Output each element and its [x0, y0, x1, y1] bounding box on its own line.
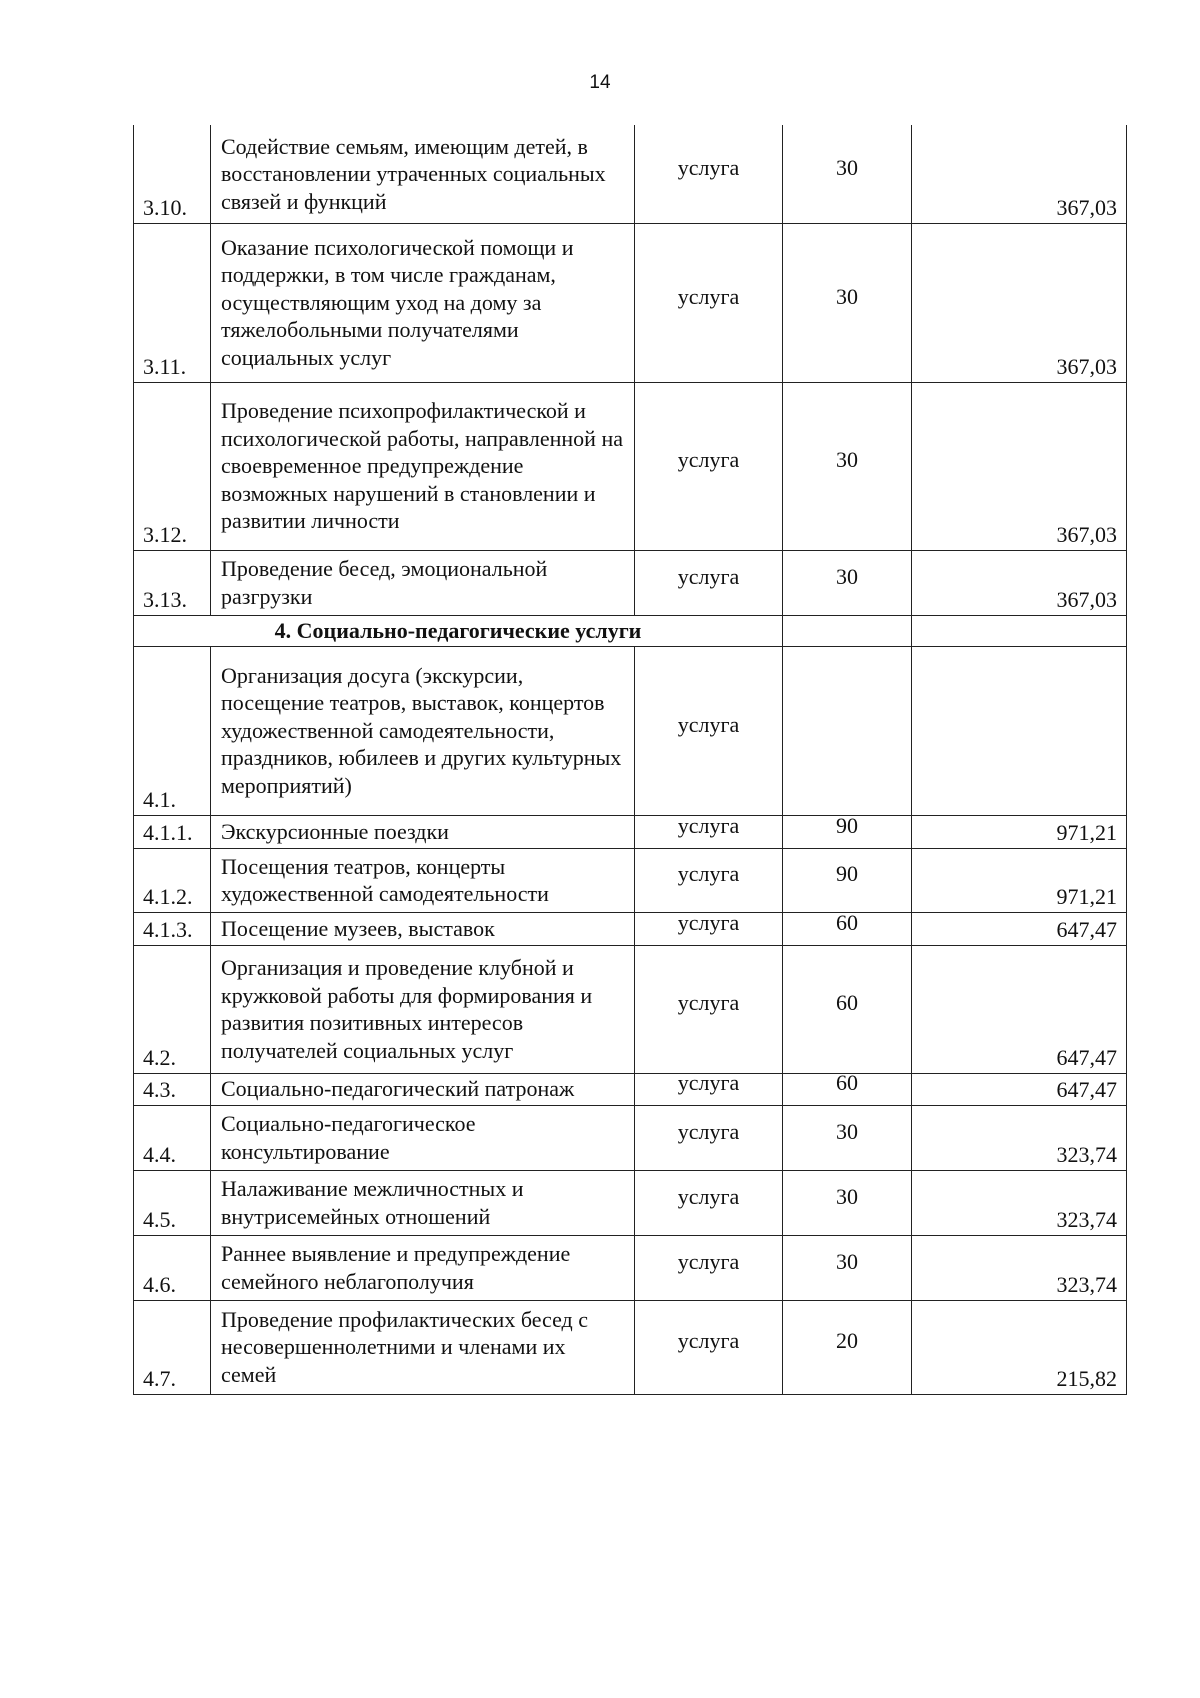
unit-cell — [635, 848, 783, 912]
table-row — [134, 1300, 1127, 1394]
service-name: Посещение музеев, выставок — [211, 912, 635, 945]
price: 323,74 — [912, 1105, 1127, 1170]
service-name: Организация досуга (экскурсии, посещение театров, выставок, концертов художественной самодеятельности, праздников, юбилеев и других культурных мероприятий) — [211, 646, 635, 815]
row-number: 3.10. — [134, 125, 211, 223]
price: 367,03 — [912, 125, 1127, 223]
unit-cell — [635, 223, 783, 382]
table-row — [134, 382, 1127, 550]
unit-label: услуга — [677, 711, 740, 737]
unit-cell — [635, 945, 783, 1073]
service-name: Социально-педагогическое консультирование — [211, 1105, 635, 1170]
row-number: 4.1. — [134, 646, 211, 815]
row-number: 4.5. — [134, 1170, 211, 1235]
table-row — [134, 646, 1127, 815]
qty-cell — [783, 945, 912, 1073]
table-row — [134, 1073, 1127, 1105]
unit-cell — [635, 550, 783, 615]
qty-cell — [783, 382, 912, 550]
unit-label: услуга — [677, 1328, 740, 1354]
unit-label: услуга — [677, 447, 740, 473]
price: 367,03 — [912, 382, 1127, 550]
qty-cell — [783, 1105, 912, 1170]
service-name: Организация и проведение клубной и кружковой работы для формирования и развития позитивных интересов получателей социальных услуг — [211, 945, 635, 1073]
unit-label: услуга — [677, 563, 740, 589]
row-number: 4.1.2. — [134, 848, 211, 912]
qty-cell — [783, 1235, 912, 1300]
empty-cell — [912, 615, 1127, 646]
service-name: Посещения театров, концерты художественной самодеятельности — [211, 848, 635, 912]
empty-cell — [783, 615, 912, 646]
service-name: Социально-педагогический патронаж — [211, 1073, 635, 1105]
price: 367,03 — [912, 223, 1127, 382]
quantity: 90 — [836, 861, 858, 887]
price: 367,03 — [912, 550, 1127, 615]
price: 215,82 — [912, 1300, 1127, 1394]
price — [912, 646, 1127, 815]
unit-cell — [635, 1235, 783, 1300]
quantity: 30 — [836, 283, 858, 309]
unit-label: услуга — [677, 1118, 740, 1144]
quantity: 30 — [836, 1118, 858, 1144]
price: 323,74 — [912, 1235, 1127, 1300]
table-row — [134, 815, 1127, 848]
quantity: 20 — [836, 1328, 858, 1354]
unit-label: услуга — [677, 155, 740, 180]
table-row — [134, 550, 1127, 615]
row-number: 3.11. — [134, 223, 211, 382]
services-table — [133, 125, 1127, 1395]
service-name: Проведение бесед, эмоциональной разгрузки — [211, 550, 635, 615]
table-row — [134, 125, 1127, 223]
section-row — [134, 615, 1127, 646]
unit-label: услуга — [677, 1248, 740, 1274]
qty-cell — [783, 1170, 912, 1235]
qty-cell — [783, 550, 912, 615]
unit-cell — [635, 646, 783, 815]
row-number: 4.3. — [134, 1073, 211, 1105]
unit-label: услуга — [677, 283, 740, 309]
service-name: Раннее выявление и предупреждение семейного неблагополучия — [211, 1235, 635, 1300]
qty-cell — [783, 909, 912, 945]
service-name: Содействие семьям, имеющим детей, в восстановлении утраченных социальных связей и функций — [211, 125, 635, 223]
unit-cell — [635, 812, 783, 848]
quantity: 60 — [836, 1070, 858, 1096]
unit-cell — [635, 125, 783, 223]
quantity: 60 — [836, 909, 858, 935]
row-number: 4.1.3. — [134, 912, 211, 945]
row-number: 4.7. — [134, 1300, 211, 1394]
qty-cell — [783, 1070, 912, 1105]
quantity: 30 — [836, 1248, 858, 1274]
section-heading: 4. Социально-педагогические услуги — [134, 615, 783, 646]
table-row — [134, 1235, 1127, 1300]
quantity: 30 — [836, 1183, 858, 1209]
unit-label: услуга — [677, 861, 740, 887]
unit-label: услуга — [677, 909, 740, 935]
unit-cell — [635, 1070, 783, 1105]
table-row — [134, 1105, 1127, 1170]
unit-cell — [635, 909, 783, 945]
service-name: Проведение профилактических бесед с несовершеннолетними и членами их семей — [211, 1300, 635, 1394]
service-name: Оказание психологической помощи и поддержки, в том числе гражданам, осуществляющим уход на дому за тяжелобольными получателями социальных услуг — [211, 223, 635, 382]
quantity: 60 — [836, 990, 858, 1016]
row-number: 4.1.1. — [134, 815, 211, 848]
price: 647,47 — [912, 912, 1127, 945]
table-row — [134, 945, 1127, 1073]
unit-label: услуга — [677, 1183, 740, 1209]
service-name: Проведение психопрофилактической и психологической работы, направленной на своевременное предупреждение возможных нарушений в становлении и развитии личности — [211, 382, 635, 550]
unit-cell — [635, 382, 783, 550]
unit-cell — [635, 1170, 783, 1235]
qty-cell — [783, 848, 912, 912]
service-name: Экскурсионные поездки — [211, 815, 635, 848]
qty-cell — [783, 125, 912, 223]
row-number: 3.12. — [134, 382, 211, 550]
unit-label: услуга — [677, 990, 740, 1016]
row-number: 4.4. — [134, 1105, 211, 1170]
row-number: 4.6. — [134, 1235, 211, 1300]
unit-label: услуга — [677, 812, 740, 838]
unit-label: услуга — [677, 1070, 740, 1096]
quantity: 30 — [836, 563, 858, 589]
price: 647,47 — [912, 1073, 1127, 1105]
unit-cell — [635, 1105, 783, 1170]
row-number: 3.13. — [134, 550, 211, 615]
quantity: 30 — [836, 155, 858, 180]
unit-cell — [635, 1300, 783, 1394]
price: 971,21 — [912, 815, 1127, 848]
qty-cell — [783, 223, 912, 382]
table-row — [134, 1170, 1127, 1235]
qty-cell — [783, 812, 912, 848]
page-number: 14 — [589, 72, 611, 93]
table-row — [134, 848, 1127, 912]
qty-cell — [783, 646, 912, 815]
qty-cell — [783, 1300, 912, 1394]
service-name: Налаживание межличностных и внутрисемейных отношений — [211, 1170, 635, 1235]
table-row — [134, 912, 1127, 945]
table-row — [134, 223, 1127, 382]
price: 647,47 — [912, 945, 1127, 1073]
quantity: 30 — [836, 447, 858, 473]
price: 323,74 — [912, 1170, 1127, 1235]
row-number: 4.2. — [134, 945, 211, 1073]
quantity: 90 — [836, 812, 858, 838]
price: 971,21 — [912, 848, 1127, 912]
